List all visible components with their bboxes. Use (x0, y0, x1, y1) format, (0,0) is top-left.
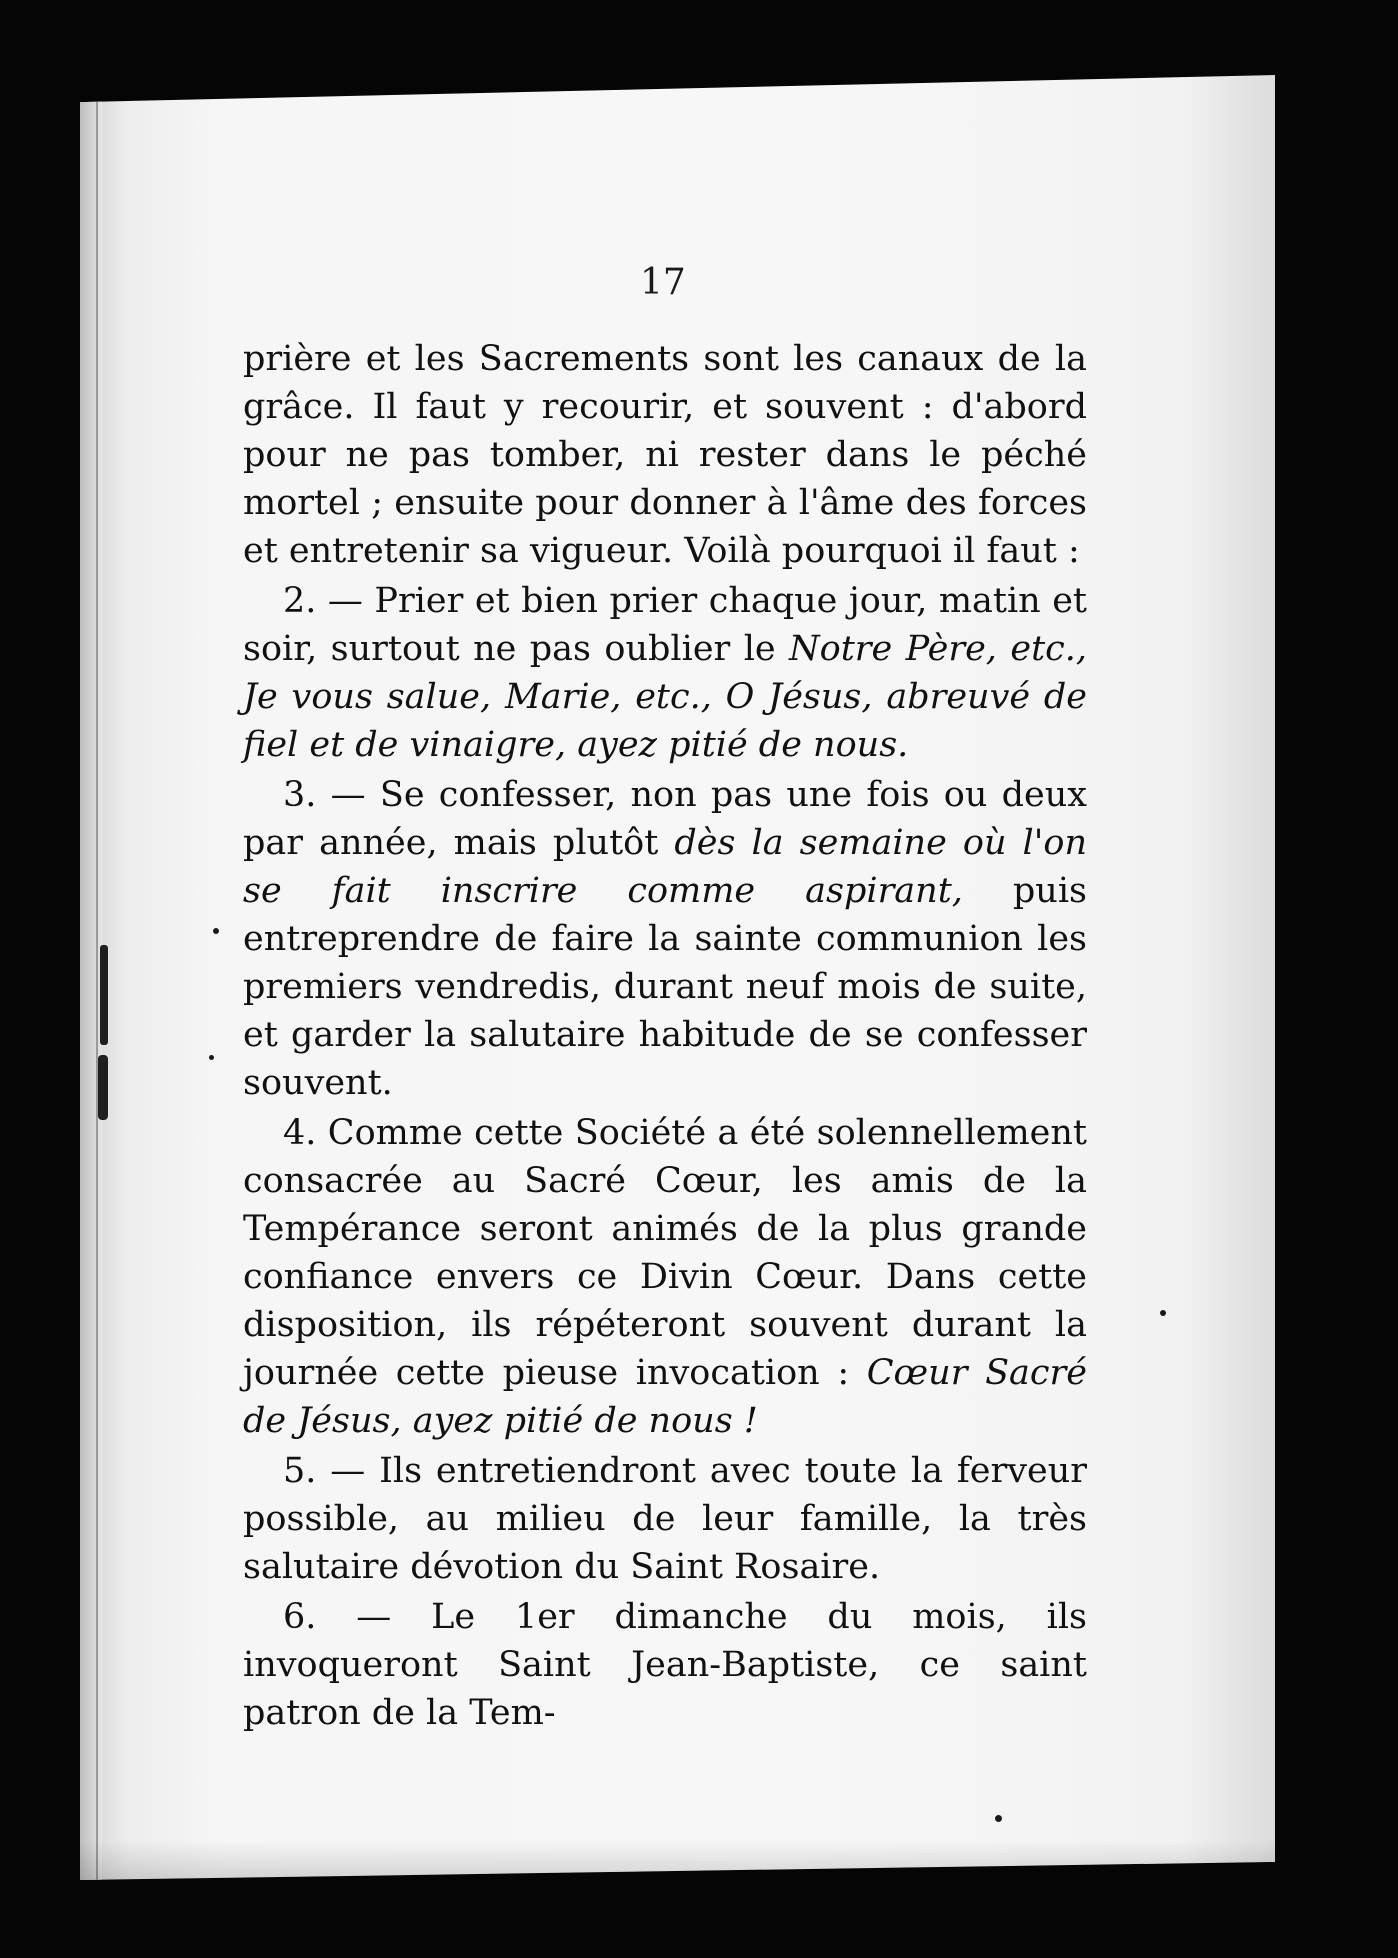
paragraph-segment: 5. — Ils entretiendront avec toute la ferveur possible, au milieu de leur famille, la très salutaire dévotion du Saint Rosaire. (243, 1451, 1087, 1587)
ink-speck (1160, 1310, 1166, 1316)
paragraph-segment: puis entreprendre de faire la sainte communion les premiers vendredis, durant neuf mois de suite, et garder la salutaire habitude de se confesser souvent. (243, 871, 1087, 1103)
ink-speck (209, 1055, 214, 1060)
ink-speck (995, 1815, 1002, 1822)
page-spine (80, 75, 102, 1880)
paragraph-segment: 6. — Le 1er dimanche du mois, ils invoqueront Saint Jean-Baptiste, ce saint patron de la Tem- (243, 1597, 1087, 1733)
page-body-text (243, 335, 1087, 1737)
ink-speck (100, 945, 108, 1045)
ink-speck (213, 928, 219, 934)
prayer-titles-italic: Notre Père, etc., Je vous salue, Marie, etc., O Jésus, abreuvé de fiel et de vinaigre, ayez pitié de nous. (243, 629, 1087, 765)
emphasis-italic: dès la semaine où l'on se fait inscrire comme aspirant, (243, 823, 1087, 911)
ink-speck (98, 1055, 108, 1120)
page-bottom-shadow (80, 1840, 1275, 1880)
paragraph-item-5 (243, 1447, 1087, 1591)
spine-fold-line (96, 75, 98, 1880)
paragraph-segment: 4. Comme cette Société a été solennellement consacrée au Sacré Cœur, les amis de la Tempérance seront animés de la plus grande confiance envers ce Divin Cœur. Dans cette disposition, ils répéteront souvent durant la journée cette pieuse invocation : (243, 1113, 1087, 1393)
paragraph-continuation (243, 335, 1087, 575)
paragraph-item-4 (243, 1109, 1087, 1445)
paragraph-item-2 (243, 577, 1087, 769)
paragraph-item-6 (243, 1593, 1087, 1737)
paragraph-segment: prière et les Sacrements sont les canaux de la grâce. Il faut y recourir, et souvent : d'abord pour ne pas tomber, ni rester dans le péché mortel ; ensuite pour donner à l'âme des forces et entretenir sa vigueur. Voilà pourquoi il faut : (243, 339, 1087, 571)
page-number: 17 (640, 262, 686, 303)
paragraph-item-3 (243, 771, 1087, 1107)
paragraph-segment: 2. — Prier et bien prier chaque jour, matin et soir, surtout ne pas oublier le (243, 581, 1087, 669)
invocation-italic: Cœur Sacré de Jésus, ayez pitié de nous ! (243, 1353, 1087, 1441)
paragraph-segment: 3. — Se confesser, non pas une fois ou deux par année, mais plutôt (243, 775, 1087, 863)
